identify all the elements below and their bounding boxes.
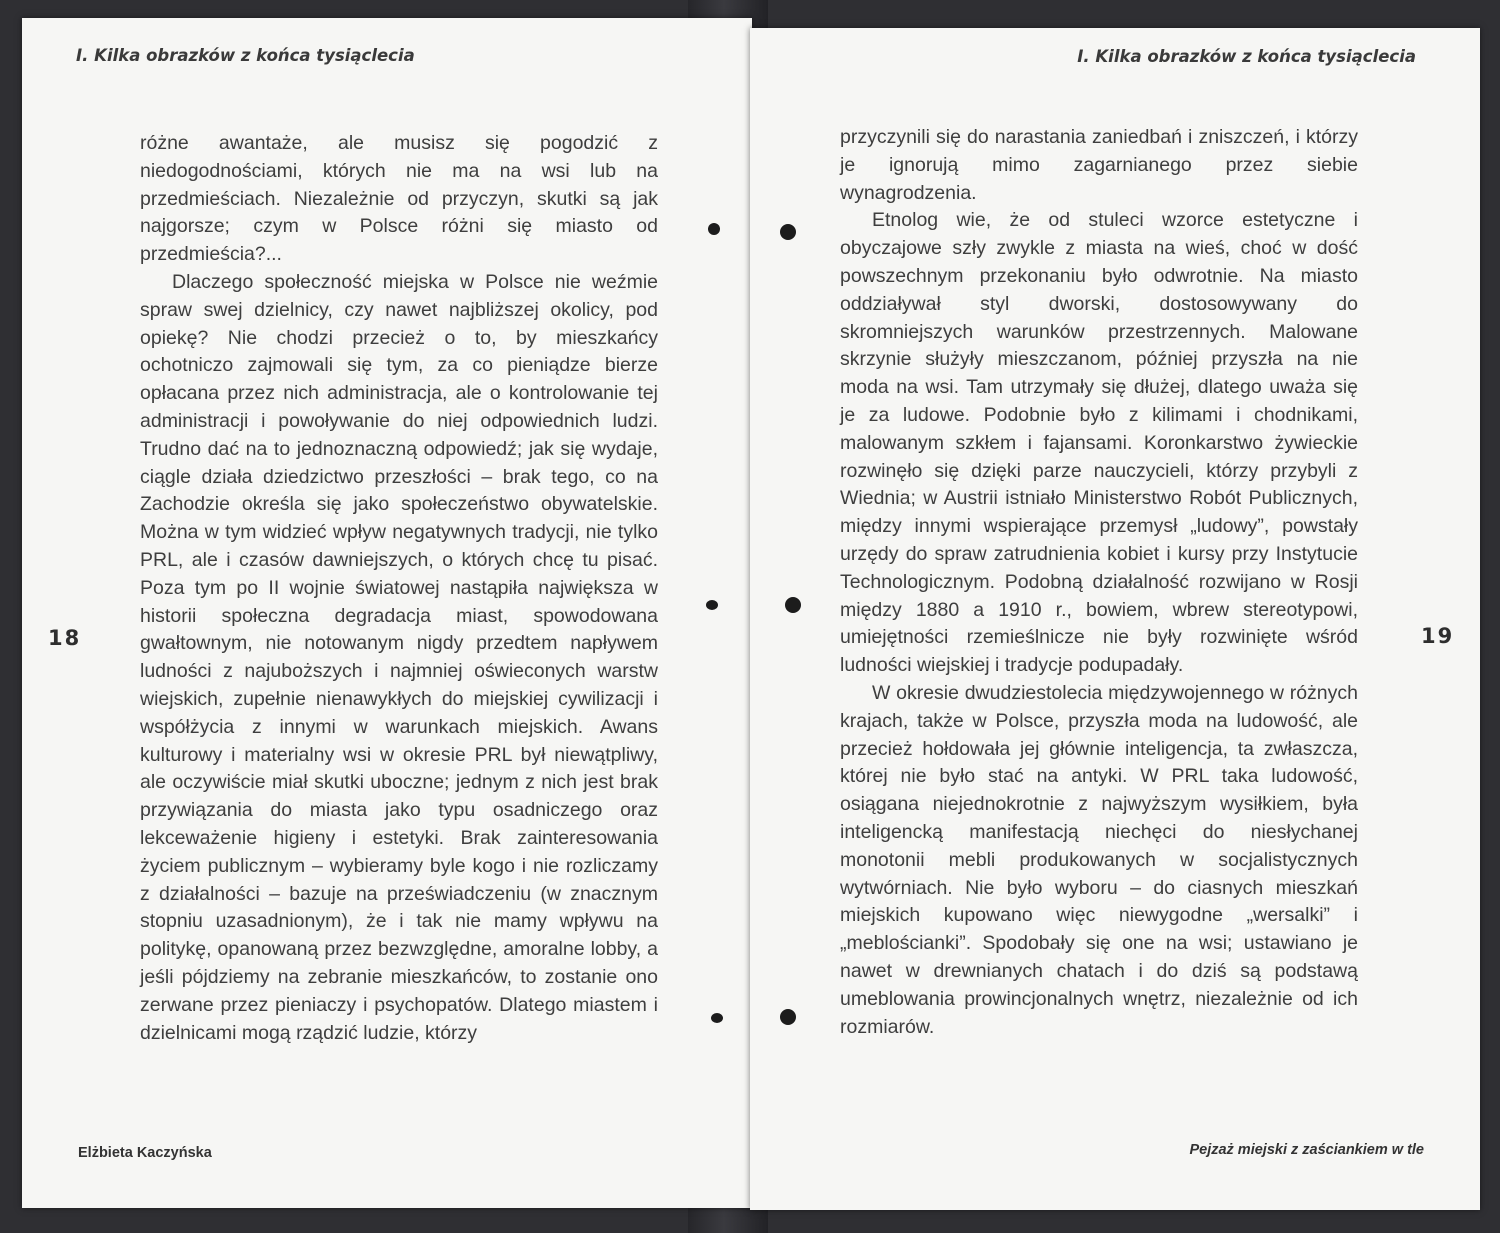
binding-hole xyxy=(785,597,801,613)
paragraph: W okresie dwudziestolecia międzywojennego w różnych krajach, także w Polsce, przyszła moda na ludowość, ale przecież hołdowała jej głównie inteligencja, ta zwłaszcza, której nie było stać na antyki. W PRL taka ludowość, osiągana niejednokrotnie z najwyższym wysiłkiem, była inteligencką manifestacją niechęci do niesłychanej monotonii mebli produkowanych w socjalistycznych wytwórniach. Nie było wyboru – do ciasnych mieszkań miejskich kupowano więc niewygodne „wersalki” i „meblościanki”. Spodobały się one na wsi; ustawiano je nawet w drewnianych chatach i do dziś są podstawą umeblowania prowincjonalnych wnętrz, niezależnie od ich rozmiarów. xyxy=(840,681,1358,1038)
binding-hole xyxy=(711,1013,723,1023)
left-page xyxy=(22,18,752,1208)
paragraph: różne awantaże, ale musisz się pogodzić z niedogodnościami, których nie ma na wsi lub na przedmieściach. Niezależnie od przyczyn, skutki są jak najgorsze; czym w Polsce różni się miasto od przedmieścia?... xyxy=(140,132,658,266)
binding-hole xyxy=(780,1009,796,1025)
page-number: 19 xyxy=(1421,624,1455,648)
binding-hole xyxy=(708,223,720,235)
running-head: I. Kilka obrazków z końca tysiąclecia xyxy=(76,46,415,65)
page-footer-title: Pejzaż miejski z zaściankiem w tle xyxy=(1189,1142,1424,1158)
running-head: I. Kilka obrazków z końca tysiąclecia xyxy=(1077,47,1416,66)
right-page xyxy=(750,28,1480,1210)
paragraph: Etnolog wie, że od stuleci wzorce estetyczne i obyczajowe szły zwykle z miasta na wieś, choć w dość powszechnym przekonaniu było odwrotnie. Na miasto oddziaływał styl dworski, dostosowywany do skromniejszych warunków przestrzennych. Malowane skrzynie służyły mieszczanom, później przyszła na nie moda na wsi. Tam utrzymały się dłużej, dlatego uważa się je za ludowe. Podobnie było z kilimami i chodnikami, malowanym szkłem i fajansami. Koronkarstwo żywieckie rozwinęło się dzięki parze nauczycieli, którzy przybyli z Wiednia; w Austrii istniało Ministerstwo Robót Publicznych, między innymi wspierające przemysł „ludowy”, powstały urzędy do spraw zatrudnienia kobiet i kursy przy Instytucie Technologicznym. Podobną działalność rozwijano w Rosji między 1880 a 1910 r., bowiem, wbrew stereotypowi, umiejętności rzemieślnicze nie były rozwinięte wśród ludności wiejskiej i tradycje podupadały. xyxy=(840,209,1358,677)
paragraph: przyczynili się do narastania zaniedbań i zniszczeń, i którzy je ignorują mimo zagarnianego przez siebie wynagrodzenia. xyxy=(840,126,1358,204)
body-text xyxy=(840,124,1358,1041)
binding-hole xyxy=(706,600,718,610)
binding-hole xyxy=(780,224,796,240)
page-footer-author: Elżbieta Kaczyńska xyxy=(78,1145,212,1161)
page-number: 18 xyxy=(48,626,82,650)
body-text xyxy=(140,130,658,1047)
paragraph: Dlaczego społeczność miejska w Polsce nie weźmie spraw swej dzielnicy, czy nawet najbliższej okolicy, pod opiekę? Nie chodzi przecież o to, by mieszkańcy ochotniczo zajmowali się tym, za co pieniądze bierze opłacana przez nich administracja, ale o kontrolowanie tej administracji i powoływanie do niej odpowiednich ludzi. Trudno dać na to jednoznaczną odpowiedź; jak się wydaje, ciągle działa dziedzictwo przeszłości – brak tego, co na Zachodzie określa się jako społeczeństwo obywatelskie. Można w tym widzieć wpływ negatywnych tradycji, nie tylko PRL, ale i czasów dawniejszych, o których chcę tu pisać. Poza tym po II wojnie światowej nastąpiła największa w historii społeczna degradacja miast, spowodowana gwałtownym, nie notowanym nigdy przedtem napływem ludności z najuboższych i najmniej oświeconych warstw wiejskich, zupełnie nienawykłych do miejskiej cywilizacji i współżycia z innymi w warunkach miejskich. Awans kulturowy i materialny wsi w okresie PRL był niewątpliwy, ale oczywiście miał skutki uboczne; jednym z nich jest brak przywiązania do miasta jako typu osadniczego oraz lekceważenie higieny i estetyki. Brak zainteresowania życiem publicznym – wybieramy byle kogo i nie rozliczamy z działalności – bazuje na przeświadczeniu (w znacznym stopniu uzasadnionym), że i tak nie mamy wpływu na politykę, opanowaną przez bezwzględne, amoralne lobby, a jeśli pójdziemy na zebranie mieszkańców, to zostanie ono zerwane przez pieniaczy i psychopatów. Dlatego miastem i dzielnicami mogą rządzić ludzie, którzy xyxy=(140,270,658,1044)
